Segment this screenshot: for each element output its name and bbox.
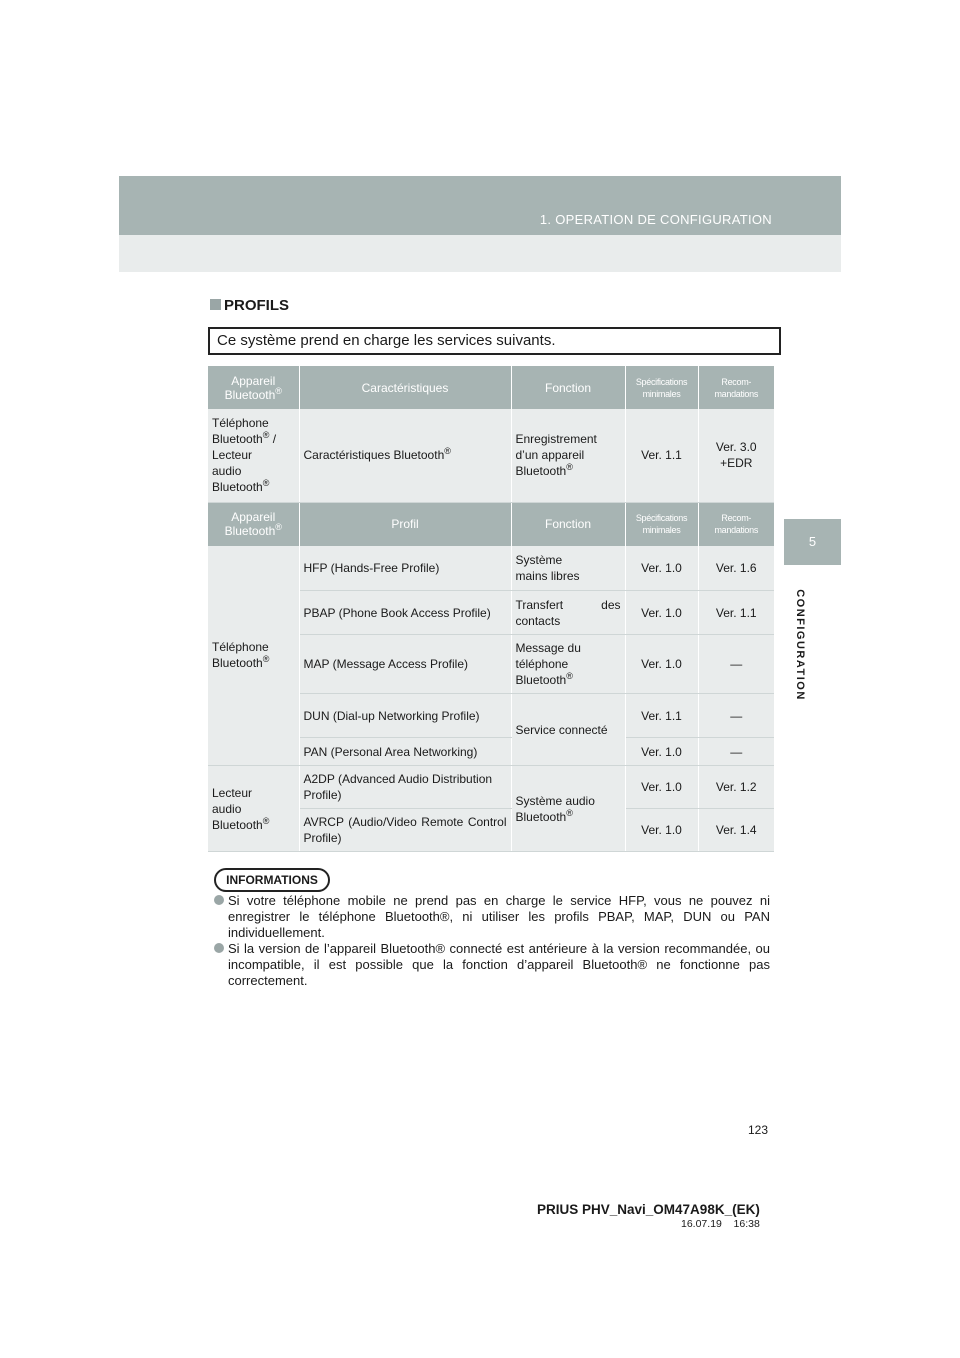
cell-profile: HFP (Hands-Free Profile) [299, 546, 511, 591]
cell-device-audio: Lecteur audio Bluetooth® [208, 766, 299, 852]
header-recommendations: Recom- mandations [698, 366, 774, 409]
cell-rec: — [698, 694, 774, 738]
table2-header-row [208, 502, 774, 546]
header-min-spec: Spécifications minimales [625, 366, 698, 409]
header-function: Fonction [511, 366, 625, 409]
cell-rec: Ver. 1.1 [698, 591, 774, 635]
info-text: Si la version de l’appareil Bluetooth® connecté est antérieure à la version recommandée, ou incompatible, il est possible que la fonction d’appareil Bluetooth® ne fonctionne pas correctement. [228, 941, 770, 988]
info-item [214, 893, 770, 941]
cell-min: Ver. 1.1 [625, 409, 698, 502]
cell-rec: Ver. 1.6 [698, 546, 774, 591]
cell-device-phone: Téléphone Bluetooth® [208, 546, 299, 766]
chapter-label-text: CONFIGURATION [794, 589, 806, 701]
cell-rec: — [698, 738, 774, 766]
cell-min: Ver. 1.0 [625, 546, 698, 591]
header-profile: Profil [299, 502, 511, 546]
chapter-label-vertical [790, 570, 810, 720]
cell-min: Ver. 1.0 [625, 591, 698, 635]
cell-profile: AVRCP (Audio/Video Remote Control Profile) [299, 809, 511, 852]
profiles-table [208, 366, 774, 852]
cell-rec: Ver. 1.2 [698, 766, 774, 809]
informations-badge: INFORMATIONS [214, 868, 330, 892]
document-id: PRIUS PHV_Navi_OM47A98K_(EK) [537, 1202, 760, 1217]
cell-function: Système mains libres [511, 546, 625, 591]
header-recommendations: Recom- mandations [698, 502, 774, 546]
table-row [208, 546, 774, 591]
info-text: Si votre téléphone mobile ne prend pas en charge le service HFP, vous ne pouvez ni enregistrer le téléphone Bluetooth®, ni utiliser les profils PBAP, MAP, DUN ou PAN individuellement. [228, 893, 770, 940]
header-feature: Caractéristiques [299, 366, 511, 409]
cell-profile: PAN (Personal Area Networking) [299, 738, 511, 766]
cell-function: Transfert des contacts [511, 591, 625, 635]
cell-rec: Ver. 3.0 +EDR [698, 409, 774, 502]
cell-profile: A2DP (Advanced Audio Distribution Profile) [299, 766, 511, 809]
table1-header-row [208, 366, 774, 409]
section-title [210, 297, 289, 314]
cell-function: Message du téléphone Bluetooth® [511, 635, 625, 694]
table-row [208, 409, 774, 502]
bullet-icon [214, 943, 224, 953]
cell-profile: MAP (Message Access Profile) [299, 635, 511, 694]
chapter-number-tab: 5 [784, 519, 841, 565]
bullet-icon [214, 895, 224, 905]
header-device: Appareil Bluetooth® [208, 366, 299, 409]
cell-min: Ver. 1.0 [625, 766, 698, 809]
cell-profile: PBAP (Phone Book Access Profile) [299, 591, 511, 635]
page-number: 123 [748, 1123, 769, 1137]
cell-rec: Ver. 1.4 [698, 809, 774, 852]
cell-profile: DUN (Dial-up Networking Profile) [299, 694, 511, 738]
header-device: Appareil Bluetooth® [208, 502, 299, 546]
square-bullet-icon [210, 299, 221, 310]
cell-function: Service connecté [511, 694, 625, 766]
cell-min: Ver. 1.0 [625, 738, 698, 766]
header-function: Fonction [511, 502, 625, 546]
cell-min: Ver. 1.1 [625, 694, 698, 738]
cell-function: Enregistrement d’un appareil Bluetooth® [511, 409, 625, 502]
cell-device: Téléphone Bluetooth® / Lecteur audio Bluetooth® [208, 409, 299, 502]
table-row [208, 766, 774, 809]
print-timestamp: 16.07.19 16:38 [681, 1218, 760, 1230]
header-min-spec: Spécifications minimales [625, 502, 698, 546]
info-item [214, 941, 770, 989]
cell-rec: — [698, 635, 774, 694]
section-title-text: PROFILS [224, 297, 290, 314]
cell-min: Ver. 1.0 [625, 809, 698, 852]
intro-box: Ce système prend en charge les services suivants. [208, 327, 781, 355]
chapter-heading: 1. OPERATION DE CONFIGURATION [539, 212, 772, 227]
cell-function: Système audio Bluetooth® [511, 766, 625, 852]
cell-min: Ver. 1.0 [625, 635, 698, 694]
cell-feature: Caractéristiques Bluetooth® [299, 409, 511, 502]
